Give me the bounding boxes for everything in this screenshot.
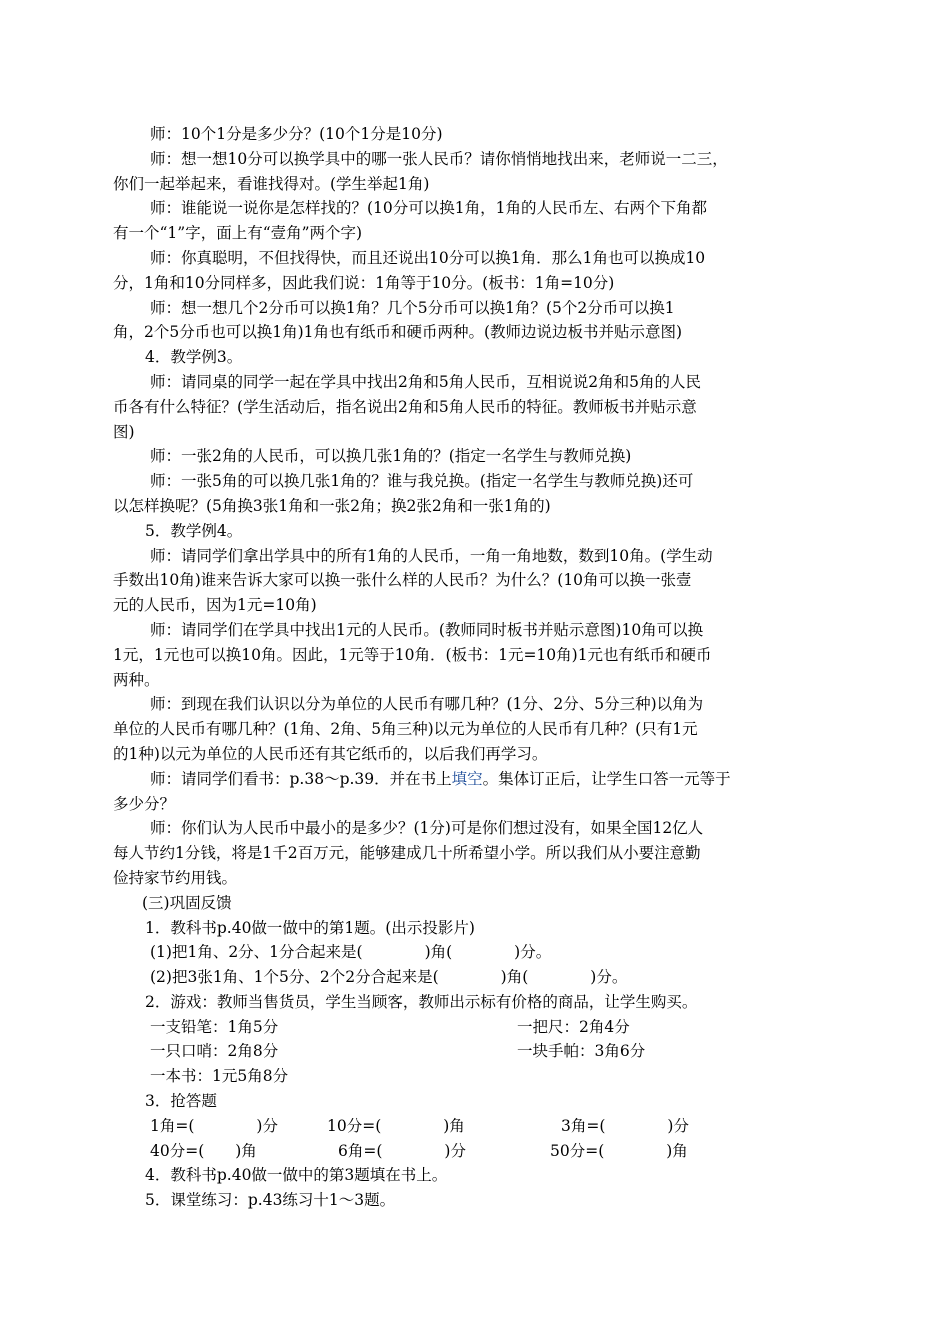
exercise-line: 4．教科书p.40做一做中的第3题填在书上。	[145, 1166, 448, 1185]
section-heading: (三)巩固反馈	[142, 893, 232, 912]
quiz-item: 50分=( )角	[550, 1141, 688, 1160]
paragraph-line: 元的人民币，因为1元=10角)	[113, 596, 317, 615]
paragraph-line: 师：一张2角的人民币，可以换几张1角的？(指定一名学生与教师兑换)	[150, 447, 632, 466]
paragraph-line: 师：一张5角的可以换几张1角的？谁与我兑换。(指定一名学生与教师兑换)还可	[150, 472, 694, 491]
quiz-item: 3角=( )分	[561, 1116, 689, 1135]
paragraph-line: 图)	[113, 422, 135, 441]
exercise-line: 5．课堂练习：p.43练习十1～3题。	[145, 1191, 396, 1210]
paragraph-line: 师：谁能说一说你是怎样找的？(10分可以换1角，1角的人民币左、右两个下角都	[150, 199, 707, 218]
quiz-item: 6角=( )分	[338, 1141, 466, 1160]
fill-blank-link[interactable]: 填空	[451, 769, 483, 788]
exercise-line: 3．抢答题	[145, 1092, 217, 1111]
price-item: 一本书：1元5角8分	[150, 1067, 289, 1086]
price-item: 一块手帕：3角6分	[517, 1042, 646, 1061]
price-row	[113, 1039, 845, 1064]
exercise-line: (1)把1角、2分、1分合起来是( )角( )分。	[150, 943, 552, 962]
paragraph-line: 每人节约1分钱，将是1千2百万元，能够建成几十所希望小学。所以我们从小要注意勤	[113, 844, 701, 863]
lesson-text	[113, 122, 845, 1213]
paragraph-line: 单位的人民币有哪几种？(1角、2角、5角三种)以元为单位的人民币有几种？(只有1元	[113, 720, 698, 739]
paragraph-line: 有一个“1”字，面上有“壹角”两个字)	[113, 224, 363, 243]
paragraph-line: 币各有什么特征？(学生活动后，指名说出2角和5角人民币的特征。教师板书并贴示意	[113, 397, 697, 416]
paragraph-line: 分，1角和10分同样多，因此我们说：1角等于10分。(板书：1角=10分)	[113, 273, 615, 292]
paragraph-line: 师：请同学们在学具中找出1元的人民币。(教师同时板书并贴示意图)10角可以换	[150, 620, 704, 639]
price-item: 一把尺：2角4分	[517, 1017, 630, 1036]
paragraph-line: 师：请同学们拿出学具中的所有1角的人民币，一角一角地数，数到10角。(学生动	[150, 546, 713, 565]
quiz-row	[113, 1139, 845, 1164]
quiz-item: 10分=( )角	[327, 1116, 465, 1135]
paragraph-line: 师：10个1分是多少分？(10个1分是10分)	[150, 125, 443, 143]
text-segment: 。集体订正后，让学生口答一元等于	[482, 769, 731, 788]
price-item: 一支铅笔：1角5分	[150, 1017, 279, 1036]
paragraph-line: 俭持家节约用钱。	[113, 868, 238, 887]
paragraph-line: 师：想一想10分可以换学具中的哪一张人民币？请你悄悄地找出来，老师说一二三，	[150, 149, 728, 168]
paragraph-line: 的1种)以元为单位的人民币还有其它纸币的，以后我们再学习。	[113, 744, 548, 763]
price-row	[113, 1064, 845, 1089]
paragraph-line: 师：到现在我们认识以分为单位的人民币有哪几种？(1分、2分、5分三种)以角为	[150, 695, 704, 714]
paragraph-line: 师：你真聪明，不但找得快，而且还说出10分可以换1角．那么1角也可以换成10	[150, 248, 706, 267]
section-heading: 5．教学例4。	[145, 521, 243, 540]
paragraph-line: 多少分？	[113, 794, 176, 813]
paragraph-line: 手数出10角)谁来告诉大家可以换一张什么样的人民币？为什么？(10角可以换一张壹	[113, 571, 692, 590]
paragraph-line: 两种。	[113, 670, 160, 689]
paragraph-line: 师：想一想几个2分币可以换1角？几个5分币可以换1角？(5个2分币可以换1	[150, 298, 675, 317]
paragraph-line: 师：请同桌的同学一起在学具中找出2角和5角人民币，互相说说2角和5角的人民	[150, 372, 701, 391]
paragraph-line	[113, 767, 845, 792]
exercise-line: 1．教科书p.40做一做中的第1题。(出示投影片)	[145, 918, 475, 937]
section-heading: 4．教学例3。	[145, 348, 243, 367]
price-item: 一只口哨：2角8分	[150, 1042, 279, 1061]
quiz-row	[113, 1114, 845, 1139]
paragraph-line: 1元，1元也可以换10角。因此，1元等于10角．(板书：1元=10角)1元也有纸币和硬币	[113, 645, 712, 664]
exercise-line: (2)把3张1角、1个5分、2个2分合起来是( )角( )分。	[150, 968, 628, 987]
paragraph-line: 师：你们认为人民币中最小的是多少？(1分)可是你们想过没有，如果全国12亿人	[150, 819, 704, 838]
quiz-item: 1角=( )分	[150, 1116, 278, 1135]
paragraph-line: 你们一起举起来，看谁找得对。(学生举起1角)	[113, 174, 430, 193]
price-row	[113, 1015, 845, 1040]
quiz-item: 40分=( )角	[150, 1141, 257, 1160]
text-segment: 师：请同学们看书：p.38～p.39．并在书上	[150, 769, 452, 788]
paragraph-line: 角，2个5分币也可以换1角)1角也有纸币和硬币两种。(教师边说边板书并贴示意图)	[113, 323, 683, 342]
paragraph-line: 以怎样换呢？(5角换3张1角和一张2角；换2张2角和一张1角的)	[113, 496, 551, 515]
exercise-line: 2．游戏：教师当售货员，学生当顾客，教师出示标有价格的商品，让学生购买。	[145, 992, 698, 1011]
